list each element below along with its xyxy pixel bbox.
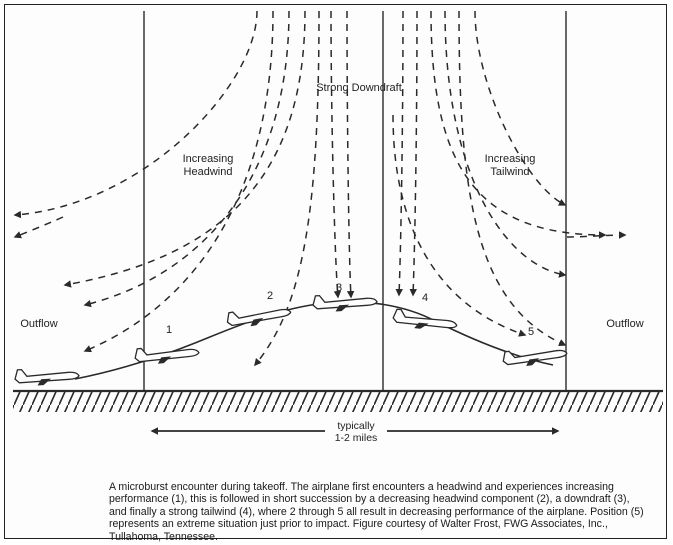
wind-arrow-icon (15, 217, 63, 237)
wind-arrow-icon (567, 235, 625, 237)
distance-label-line1: typically (337, 420, 375, 432)
wind-arrow-icon (413, 11, 417, 295)
increasing-tailwind-label-line2: Tailwind (490, 166, 530, 178)
wind-arrow-icon (347, 11, 351, 297)
wind-arrow-icon (15, 11, 257, 215)
figure-caption: A microburst encounter during takeoff. The airplane first encounters a headwind and experiences increasing performance (1), this is followed in short succession by a decreasing headwind component (2), a downdraft (3), and finally a strong tailwind (4), where 2 through 5 all result in decreasing performance of the airplane. Position (5) represents an extreme situation just prior to impact. Figure courtesy of Walter Frost, FWG Associates, Inc., Tullahoma, Tennessee. (109, 481, 644, 543)
ground (13, 391, 663, 412)
wind-arrow-icon (85, 11, 273, 351)
wind-flow-arrows (15, 11, 625, 365)
outflow-right-label: Outflow (606, 318, 644, 330)
outflow-left-label: Outflow (20, 318, 58, 330)
figure-frame (4, 4, 667, 543)
position-label-3: 3 (336, 282, 343, 294)
increasing-tailwind-label-line1: Increasing (484, 153, 536, 165)
wind-arrow-icon (65, 11, 305, 285)
position-label-1: 1 (166, 324, 173, 336)
position-label-4: 4 (422, 292, 429, 304)
increasing-headwind-label-line1: Increasing (182, 153, 234, 165)
position-label-5: 5 (528, 326, 535, 338)
wind-arrow-icon (399, 11, 403, 295)
wind-arrow-icon (331, 11, 338, 297)
increasing-headwind-label-line2: Headwind (183, 166, 233, 178)
airplane-icon (226, 302, 292, 330)
wind-arrow-icon (393, 115, 525, 335)
strong-downdraft-label: Strong Downdraft (316, 82, 402, 94)
airplanes (14, 292, 567, 387)
distance-label-line2: 1-2 miles (334, 432, 378, 444)
airplane-icon (14, 366, 79, 387)
microburst-diagram (5, 5, 668, 475)
wind-arrow-icon (459, 11, 565, 345)
airplane-icon (312, 292, 377, 313)
airplane-icon (502, 343, 568, 369)
position-label-2: 2 (267, 290, 274, 302)
airplane-icon (392, 309, 457, 333)
wind-arrow-icon (431, 11, 605, 235)
